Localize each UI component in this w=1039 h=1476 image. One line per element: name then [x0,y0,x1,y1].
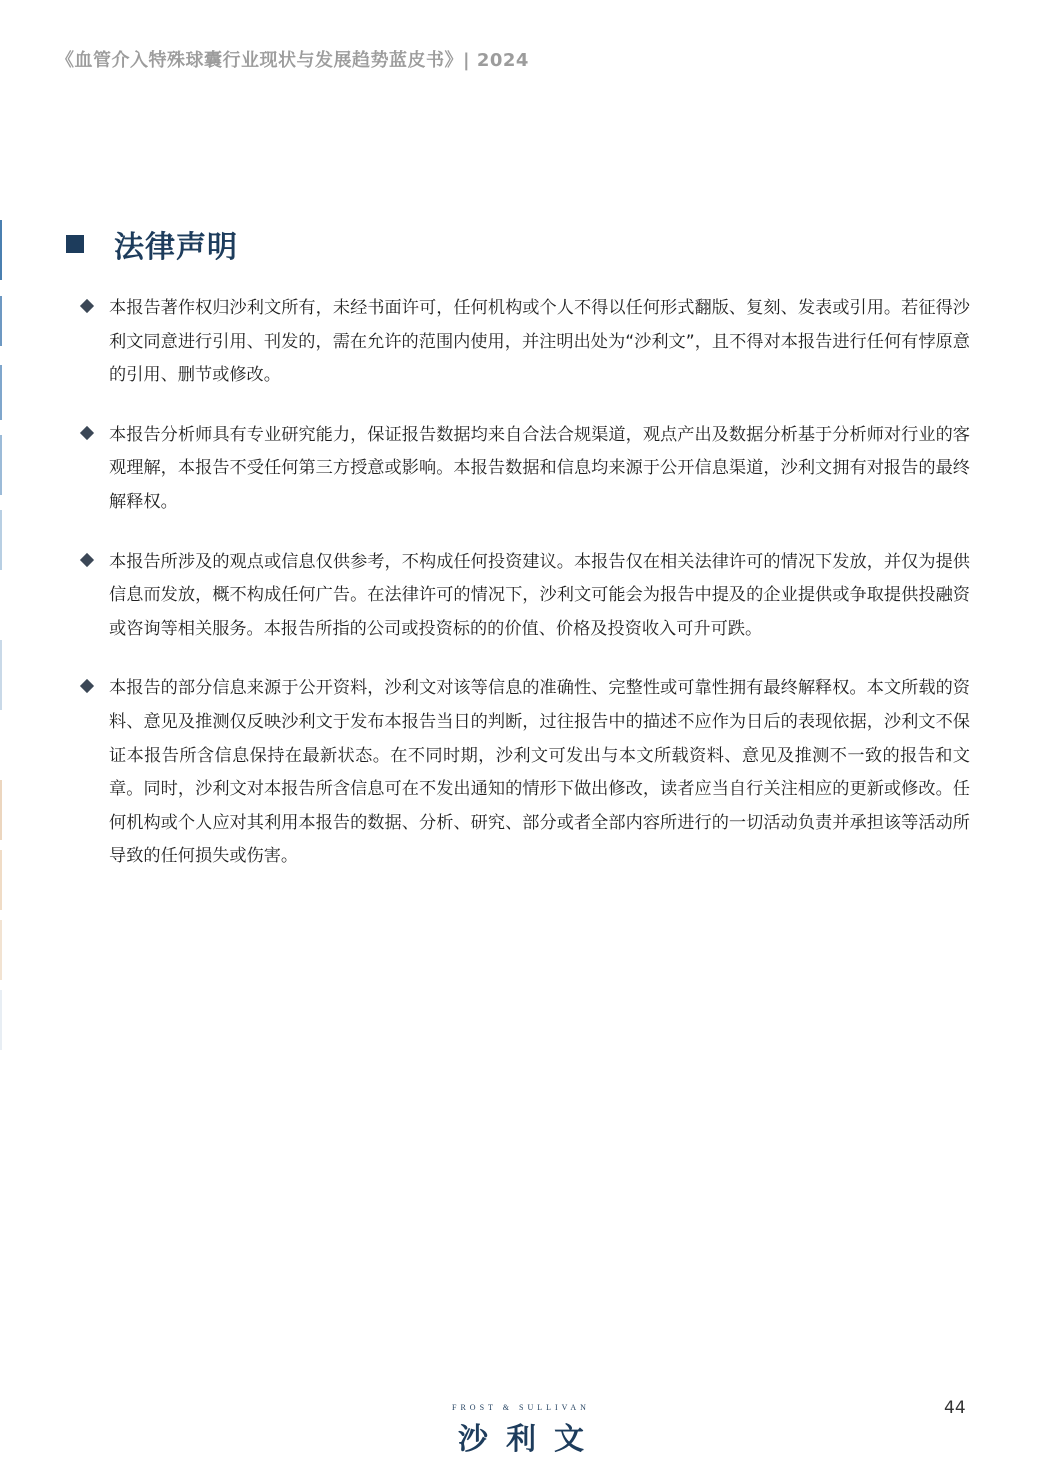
diamond-bullet-icon [80,426,94,440]
diamond-bullet-icon [80,552,94,566]
list-item [80,672,970,874]
legal-statement-list [80,292,970,900]
paragraph-text: 本报告所涉及的观点或信息仅供参考，不构成任何投资建议。本报告仅在相关法律许可的情况下发放，并仅为提供信息而发放，概不构成任何广告。在法律许可的情况下，沙利文可能会为报告中提及的企业提供或争取提供投融资或咨询等相关服务。本报告所指的公司或投资标的的价值、价格及投资收入可升可跌。 [109,551,970,639]
page-number: 44 [944,1398,966,1418]
section-heading [66,222,238,266]
edge-mark [0,510,2,570]
edge-mark [0,780,2,840]
list-item [80,419,970,520]
report-header-title: 《血管介入特殊球囊行业现状与发展趋势蓝皮书》| 2024 [56,50,529,71]
edge-mark [0,920,2,980]
edge-mark [0,640,2,710]
paragraph-text: 本报告的部分信息来源于公开资料，沙利文对该等信息的准确性、完整性或可靠性拥有最终解释权。本文所载的资料、意见及推测仅反映沙利文于发布本报告当日的判断，过往报告中的描述不应作为日后的表现依据，沙利文不保证本报告所含信息保持在最新状态。在不同时期，沙利文可发出与本文所载资料、意见及推测不一致的报告和文章。同时，沙利文对本报告所含信息可在不发出通知的情形下做出修改，读者应当自行关注相应的更新或修改。任何机构或个人应对其利用本报告的数据、分析、研究、部分或者全部内容所进行的一切活动负责并承担该等活动所导致的任何损失或伤害。 [109,678,970,867]
edge-decoration [0,220,3,1100]
edge-mark [0,220,2,280]
list-item [80,292,970,393]
edge-mark [0,296,2,346]
diamond-bullet-icon [80,299,94,313]
paragraph-text: 本报告分析师具有专业研究能力，保证报告数据均来自合法合规渠道，观点产出及数据分析基于分析师对行业的客观理解，本报告不受任何第三方授意或影响。本报告数据和信息均来源于公开信息渠道，沙利文拥有对报告的最终解释权。 [109,424,970,512]
list-item [80,546,970,647]
logo-english-text: FROST & SULLIVAN [452,1403,590,1412]
edge-mark [0,850,2,910]
frost-sullivan-logo [436,1403,606,1458]
edge-mark [0,365,2,420]
section-title: 法律声明 [114,230,238,265]
paragraph-text: 本报告著作权归沙利文所有，未经书面许可，任何机构或个人不得以任何形式翻版、复刻、发表或引用。若征得沙利文同意进行引用、刊发的，需在允许的范围内使用，并注明出处为“沙利文”，且不得对本报告进行任何有悖原意的引用、删节或修改。 [109,298,970,386]
diamond-bullet-icon [80,679,94,693]
edge-mark [0,990,2,1050]
logo-chinese-text: 沙利文 [458,1422,602,1457]
section-square-icon [66,235,84,253]
edge-mark [0,435,2,495]
